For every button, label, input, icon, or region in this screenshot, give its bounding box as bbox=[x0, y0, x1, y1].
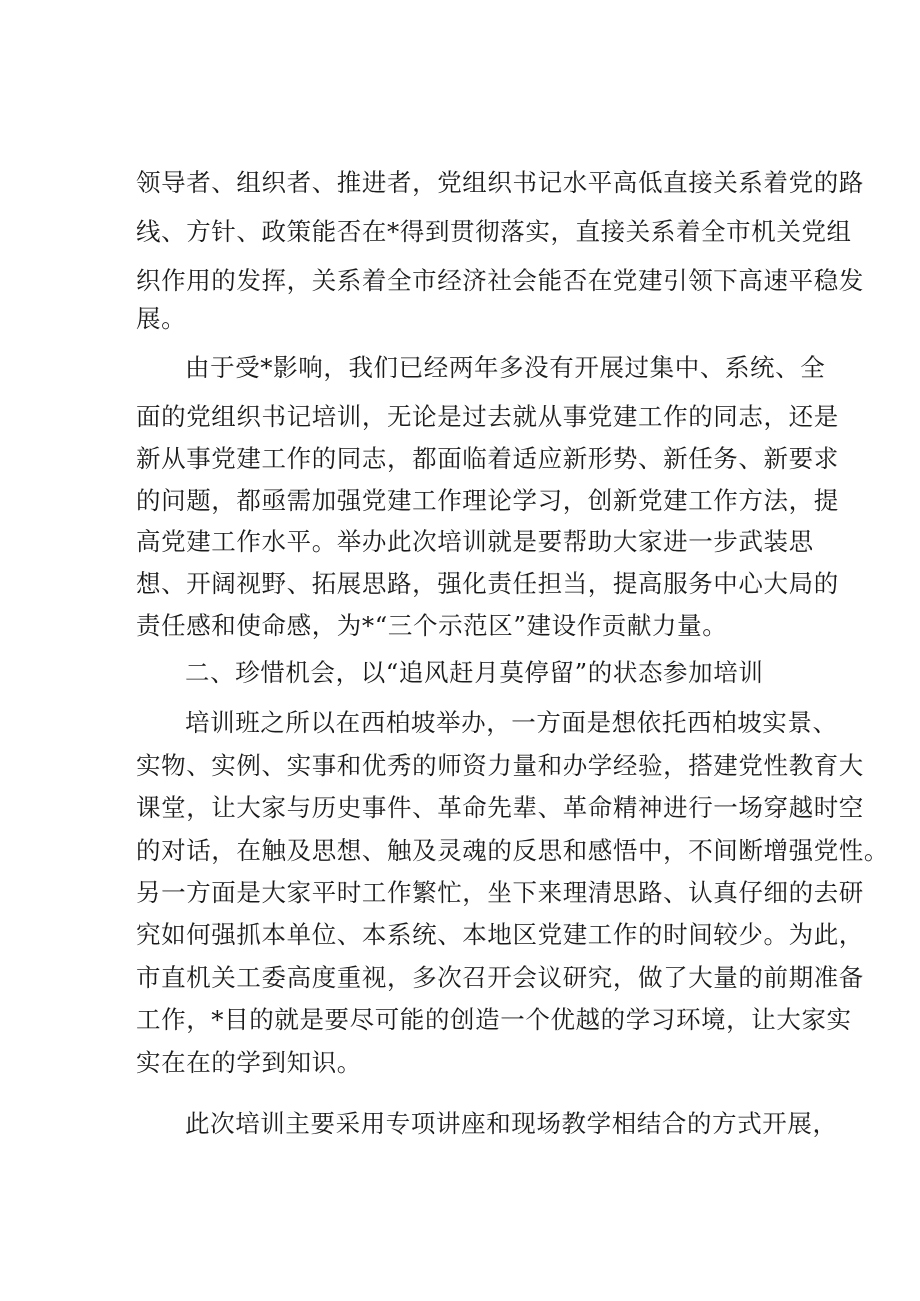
text-line: 的对话，在触及思想、触及灵魂的反思和感悟中，不间断增强党性。 bbox=[136, 836, 889, 865]
paragraph-first-line: 培训班之所以在西柏坡举办，一方面是想依托西柏坡实景、 bbox=[185, 708, 838, 737]
text-line: 想、开阔视野、拓展思路，强化责任担当，提高服务中心大局的 bbox=[136, 569, 839, 598]
text-line: 面的党组织书记培训，无论是过去就从事党建工作的同志，还是 bbox=[136, 402, 839, 431]
text-line: 实物、实例、实事和优秀的师资力量和办学经验，搭建党性教育大 bbox=[136, 751, 864, 780]
text-line: 线、方针、政策能否在*得到贯彻落实，直接关系着全市机关党组 bbox=[136, 217, 852, 246]
text-line: 责任感和使命感，为*“三个示范区”建设作贡献力量。 bbox=[136, 611, 728, 640]
text-line: 领导者、组织者、推进者，党组织书记水平高低直接关系着党的路 bbox=[136, 168, 864, 197]
text-line: 工作，*目的就是要尽可能的创造一个优越的学习环境，让大家实 bbox=[136, 1005, 852, 1034]
text-line: 展。 bbox=[136, 304, 187, 333]
text-line: 课堂，让大家与历史事件、革命先辈、革命精神进行一场穿越时空 bbox=[136, 793, 864, 822]
text-line: 的问题，都亟需加强党建工作理论学习，创新党建工作方法，提 bbox=[136, 486, 839, 515]
section-heading: 二、珍惜机会，以“追风赶月莫停留”的状态参加培训 bbox=[185, 658, 764, 687]
text-line: 究如何强抓本单位、本系统、本地区党建工作的时间较少。为此， bbox=[136, 920, 864, 949]
text-line: 另一方面是大家平时工作繁忙，坐下来理清思路、认真仔细的去研 bbox=[136, 878, 864, 907]
paragraph-first-line: 由于受*影响，我们已经两年多没有开展过集中、系统、全 bbox=[185, 353, 826, 382]
text-line: 高党建工作水平。举办此次培训就是要帮助大家进一步武装思 bbox=[136, 527, 814, 556]
text-line: 新从事党建工作的同志，都面临着适应新形势、新任务、新要求 bbox=[136, 444, 839, 473]
text-line: 织作用的发挥，关系着全市经济社会能否在党建引领下高速平稳发 bbox=[136, 266, 864, 295]
text-line: 实在在的学到知识。 bbox=[136, 1048, 362, 1077]
text-line: 市直机关工委高度重视，多次召开会议研究，做了大量的前期准备 bbox=[136, 963, 864, 992]
paragraph-first-line: 此次培训主要采用专项讲座和现场教学相结合的方式开展， bbox=[185, 1109, 838, 1138]
